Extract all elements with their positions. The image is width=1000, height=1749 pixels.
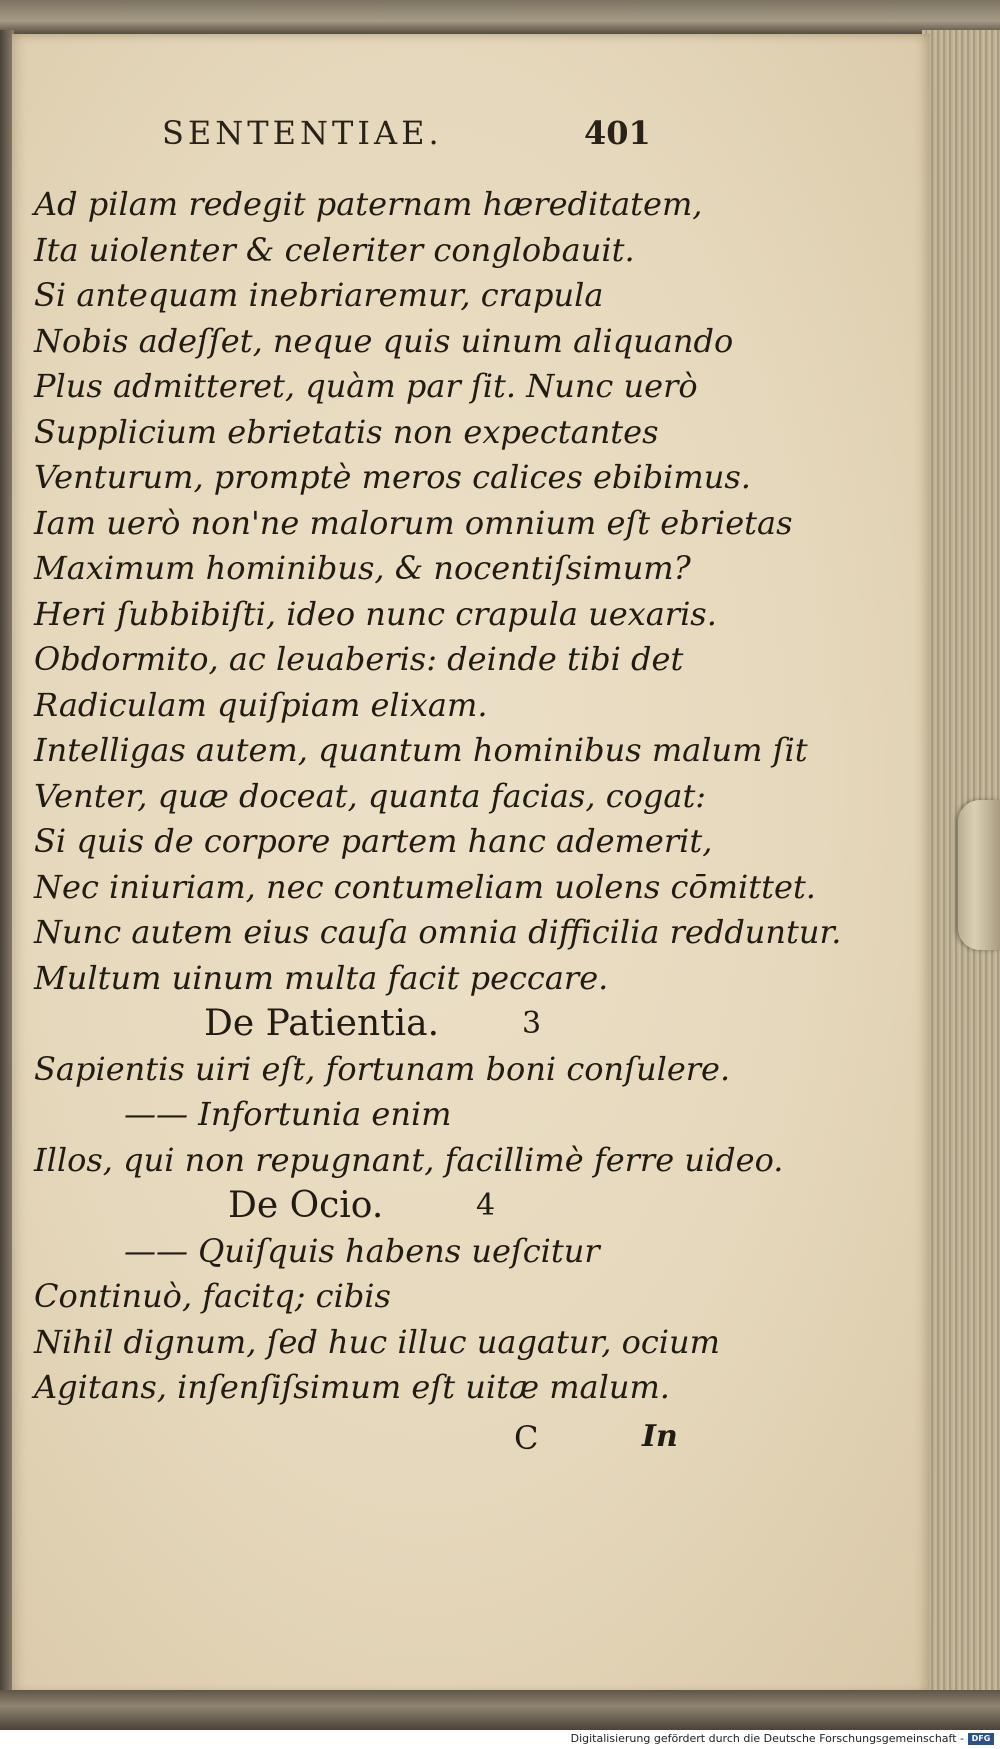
body-line: Venter, quæ doceat, quanta facias, cogat: [34,776,707,815]
body-line: Nobis adeſſet, neque quis uinum aliquando [34,321,734,360]
attribution-bar [0,1730,1000,1749]
body-line: Venturum, promptè meros calices ebibimus. [34,458,751,496]
body-line: Nunc autem eius cauſa omnia difficilia redduntur. [34,913,842,951]
body-line: Iam uerò non'ne malorum omnium eſt ebrietas [34,503,793,542]
body-line: Plus admitteret, quàm par ſit. Nunc uerò [34,367,698,405]
binding-bottom-board [0,1690,1000,1730]
binding-top-board [0,0,1000,38]
section-title: De Ocio. [228,1185,384,1226]
page-footer-marks [34,1419,734,1469]
section-title: De Patientia. [204,1003,440,1044]
body-line: —— Infortunia enim [124,1095,452,1133]
body-line: Intelligas autem, quantum hominibus malum ſit [34,731,808,769]
body-line: Heri ſubbibiſti, ideo nunc crapula uexaris. [34,594,717,633]
attribution-text: Digitalisierung gefördert durch die Deutsche Forschungsgemeinschaft - [570,1732,964,1745]
signature-mark: C [514,1418,539,1457]
body-line: Ad pilam redegit paternam hæreditatem, [34,185,703,223]
body-line: Obdormito, ac leuaberis: deinde tibi det [34,640,684,678]
section-number: 3 [522,1006,542,1041]
body-line: Ita uiolenter & celeriter conglobauit. [34,230,635,269]
body-line: Si antequam inebriaremur, crapula [34,276,604,314]
body-line: Nihil dignum, ſed huc illuc uagatur, ocium [34,1322,720,1361]
body-line: Agitans, inſenſiſsimum eſt uitæ malum. [34,1368,670,1406]
text-block [34,182,842,1469]
running-title: SENTENTIAE. [162,114,443,152]
body-line: Multum uinum multa facit peccare. [34,958,609,997]
body-line: —— Quiſquis habens ueſcitur [124,1231,600,1270]
body-line: Illos, qui non repugnant, facillimè ferre uideo. [34,1140,784,1179]
section-number: 4 [476,1188,496,1223]
body-line: Supplicium ebrietatis non expectantes [34,412,659,451]
body-line: Nec iniuriam, nec contumeliam uolens cōmittet. [34,867,816,906]
section-heading-patientia [34,1001,734,1047]
catchword: In [642,1418,678,1454]
body-line: Maximum hominibus, & nocentiſsimum? [34,549,691,587]
body-line: Continuò, facitq; cibis [34,1277,391,1315]
clasp-tab [958,800,1000,950]
page-number: 401 [584,114,651,152]
running-head [12,114,930,174]
page-fore-edge [922,30,1000,1700]
body-line: Sapientis uiri eſt, fortunam boni conſulere. [34,1049,731,1088]
section-heading-ocio [34,1183,734,1229]
body-line: Radiculam quiſpiam elixam. [34,685,488,724]
body-line: Si quis de corpore partem hanc ademerit, [34,822,713,860]
dfg-logo: DFG [968,1733,994,1745]
book-page [12,34,930,1694]
